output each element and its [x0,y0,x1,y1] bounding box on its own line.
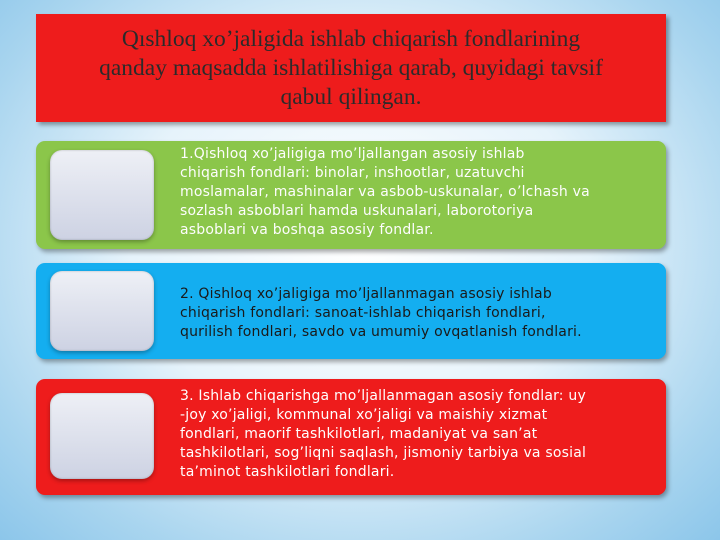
item-2-line-3: qurilish fondlari, savdo va umumiy ovqatlanish fondlari. [180,324,582,340]
item-1-line-3: moslamalar, mashinalar va asbob-uskunalar, o’lchash va [180,184,590,200]
item-1-line-5: asboblari va boshqa asosiy fondlar. [180,222,434,238]
item-2-line-2: chiqarish fondlari: sanoat-ishlab chiqarish fondlari, [180,305,546,321]
item-1-text-panel [176,141,666,249]
item-3-line-2: -joy xo’jaligi, kommunal xo’jaligi va maishiy xizmat [180,407,548,423]
slide-title-text [99,25,603,112]
item-1-line-2: chiqarish fondlari: binolar, inshootlar, uzatuvchi [180,165,525,181]
item-1-line-4: sozlash asboblari hamda uskunalari, laborotoriya [180,203,534,219]
title-line-2: qanday maqsadda ishlatilishiga qarab, quyidagi tavsif [99,54,603,81]
list-item-3 [36,379,666,495]
item-3-text-panel [176,379,666,495]
item-1-line-1: 1.Qishloq xo’jaligiga mo’ljallangan asosiy ishlab [180,146,525,162]
item-3-placeholder-square [50,393,154,479]
list-item-2 [36,263,666,359]
slide-title [36,14,666,122]
item-3-line-1: 3. Ishlab chiqarishga mo’ljallanmagan asosiy fondlar: uy [180,388,586,404]
item-1-placeholder-square [50,150,154,240]
item-3-line-3: fondlari, maorif tashkilotlari, madaniyat va san’at [180,426,538,442]
item-2-line-1: 2. Qishloq xo’jaligiga mo’ljallanmagan asosiy ishlab [180,286,552,302]
list-item-1 [36,141,666,249]
title-line-1: Qıshloq xo’jaligida ishlab chiqarish fondlarining [121,25,581,52]
item-2-placeholder-square [50,271,154,351]
item-3-line-5: ta’minot tashkilotlari fondlari. [180,464,395,480]
title-line-3: qabul qilingan. [280,83,422,110]
item-3-line-4: tashkilotlari, sog’liqni saqlash, jismoniy tarbiya va sosial [180,445,587,461]
item-2-text-panel [176,263,666,359]
